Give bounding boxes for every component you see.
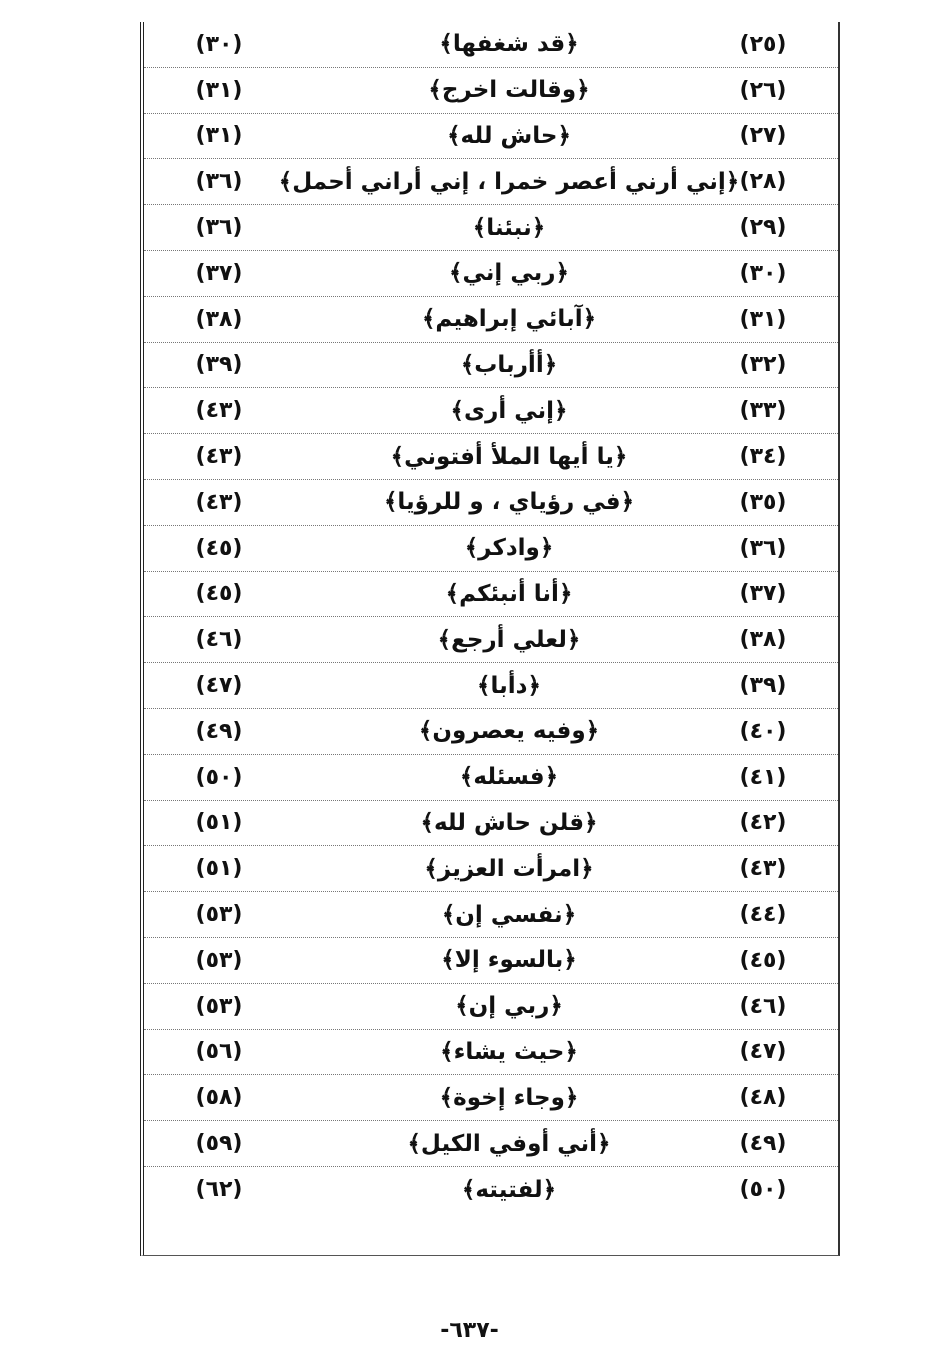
page-reference: (٦٢) [195, 1177, 243, 1203]
quranic-word: ﴿إني أرني أعصر خمرا ، إني أراني أحمل﴾ [278, 168, 740, 195]
page-reference: (٥١) [195, 810, 243, 836]
entry-number: (٢٦) [739, 77, 787, 103]
entry-number: (٣٤) [739, 444, 787, 470]
table-row [144, 526, 838, 572]
table-row [144, 663, 838, 709]
page-reference: (٥٣) [195, 993, 243, 1019]
entry-number: (٣٩) [739, 673, 787, 699]
quranic-word: ﴿ربي إن﴾ [455, 993, 563, 1020]
page-reference: (٥٨) [195, 1085, 243, 1111]
entry-number: (٣٦) [739, 535, 787, 561]
page-reference: (٤٧) [195, 673, 243, 699]
entry-number: (٣٢) [739, 352, 787, 378]
table-row [144, 480, 838, 526]
quranic-word: ﴿وجاء إخوة﴾ [439, 1084, 579, 1111]
table-row [144, 572, 838, 618]
table-row [144, 388, 838, 434]
table-row [144, 205, 838, 251]
table-row [144, 755, 838, 801]
entry-number: (٣٠) [739, 260, 787, 286]
quranic-word: ﴿دأبا﴾ [477, 672, 541, 699]
entry-number: (٤٤) [739, 902, 787, 928]
page-reference: (٤٣) [195, 489, 243, 515]
quranic-word: ﴿بالسوء إلا﴾ [441, 947, 577, 974]
page-reference: (٥١) [195, 856, 243, 882]
entry-number: (٤٩) [739, 1131, 787, 1157]
quranic-word: ﴿أنا أنبئكم﴾ [445, 580, 573, 607]
quranic-word: ﴿وقالت اخرج﴾ [428, 77, 590, 104]
entry-number: (٣٣) [739, 398, 787, 424]
page-reference: (٣٦) [195, 215, 243, 241]
quranic-word: ﴿إني أرى﴾ [450, 397, 568, 424]
entry-number: (٤٧) [739, 1039, 787, 1065]
table-row [144, 801, 838, 847]
quranic-word: ﴿أأرباب﴾ [460, 351, 558, 378]
entry-number: (٤٦) [739, 993, 787, 1019]
entry-number: (٤٥) [739, 947, 787, 973]
page-reference: (٤٣) [195, 398, 243, 424]
quranic-word: ﴿أني أوفي الكيل﴾ [407, 1130, 611, 1157]
table-row [144, 159, 838, 205]
entry-number: (٤١) [739, 764, 787, 790]
page-reference: (٤٩) [195, 718, 243, 744]
entry-number: (٢٥) [739, 31, 787, 57]
page-reference: (٣٦) [195, 169, 243, 195]
table-row [144, 617, 838, 663]
page-reference: (٣١) [195, 77, 243, 103]
entry-number: (٣٧) [739, 581, 787, 607]
entry-number: (٤٨) [739, 1085, 787, 1111]
table-row [144, 434, 838, 480]
quranic-word: ﴿فسئله﴾ [459, 764, 559, 791]
quranic-word: ﴿يا أيها الملأ أفتوني﴾ [390, 443, 628, 470]
table-row [144, 22, 838, 68]
table-row [144, 984, 838, 1030]
quranic-word: ﴿حاش لله﴾ [447, 122, 571, 149]
page-reference: (٤٣) [195, 444, 243, 470]
table-row [144, 846, 838, 892]
page-reference: (٣٧) [195, 260, 243, 286]
quranic-word: ﴿امرأت العزيز﴾ [424, 855, 594, 882]
page-reference: (٤٦) [195, 627, 243, 653]
table-row [144, 68, 838, 114]
entry-number: (٣٨) [739, 627, 787, 653]
quranic-word: ﴿وادكر﴾ [464, 535, 554, 562]
page-reference: (٣٠) [195, 31, 243, 57]
entry-number: (٢٩) [739, 215, 787, 241]
page-reference: (٣١) [195, 123, 243, 149]
table-row [144, 343, 838, 389]
page-reference: (٣٩) [195, 352, 243, 378]
entry-number: (٤٣) [739, 856, 787, 882]
index-table [144, 22, 838, 1213]
table-row [144, 892, 838, 938]
table-row [144, 1167, 838, 1213]
page-reference: (٤٥) [195, 535, 243, 561]
quranic-word: ﴿ربي إني﴾ [449, 260, 569, 287]
quranic-word: ﴿نبئنا﴾ [472, 214, 546, 241]
entry-number: (٢٨) [739, 169, 787, 195]
table-row [144, 251, 838, 297]
table-row [144, 1030, 838, 1076]
table-row [144, 1121, 838, 1167]
entry-number: (٣١) [739, 306, 787, 332]
page-reference: (٣٨) [195, 306, 243, 332]
entry-number: (٥٠) [739, 1177, 787, 1203]
page-reference: (٥٩) [195, 1131, 243, 1157]
quranic-word: ﴿قلن حاش لله﴾ [420, 809, 598, 836]
table-row [144, 709, 838, 755]
table-row [144, 938, 838, 984]
quranic-word: ﴿لعلي أرجع﴾ [437, 626, 581, 653]
page-reference: (٥٠) [195, 764, 243, 790]
quranic-word: ﴿وفيه يعصرون﴾ [418, 718, 600, 745]
quranic-word: ﴿في رؤياي ، و للرؤيا﴾ [383, 489, 635, 516]
quranic-word: ﴿لفتيته﴾ [461, 1176, 557, 1203]
table-row [144, 1075, 838, 1121]
page-reference: (٥٦) [195, 1039, 243, 1065]
page-reference: (٤٥) [195, 581, 243, 607]
quranic-word: ﴿قد شغفها﴾ [439, 31, 579, 58]
table-row [144, 297, 838, 343]
table-row [144, 114, 838, 160]
quranic-word: ﴿نفسي إن﴾ [441, 901, 577, 928]
page-reference: (٥٣) [195, 902, 243, 928]
quranic-word: ﴿حيث يشاء﴾ [440, 1038, 578, 1065]
entry-number: (٣٥) [739, 489, 787, 515]
entry-number: (٤٠) [739, 718, 787, 744]
entry-number: (٢٧) [739, 123, 787, 149]
entry-number: (٤٢) [739, 810, 787, 836]
page-reference: (٥٣) [195, 947, 243, 973]
quranic-word: ﴿آبائي إبراهيم﴾ [421, 306, 597, 333]
page-number: -٦٣٧- [440, 1318, 499, 1343]
